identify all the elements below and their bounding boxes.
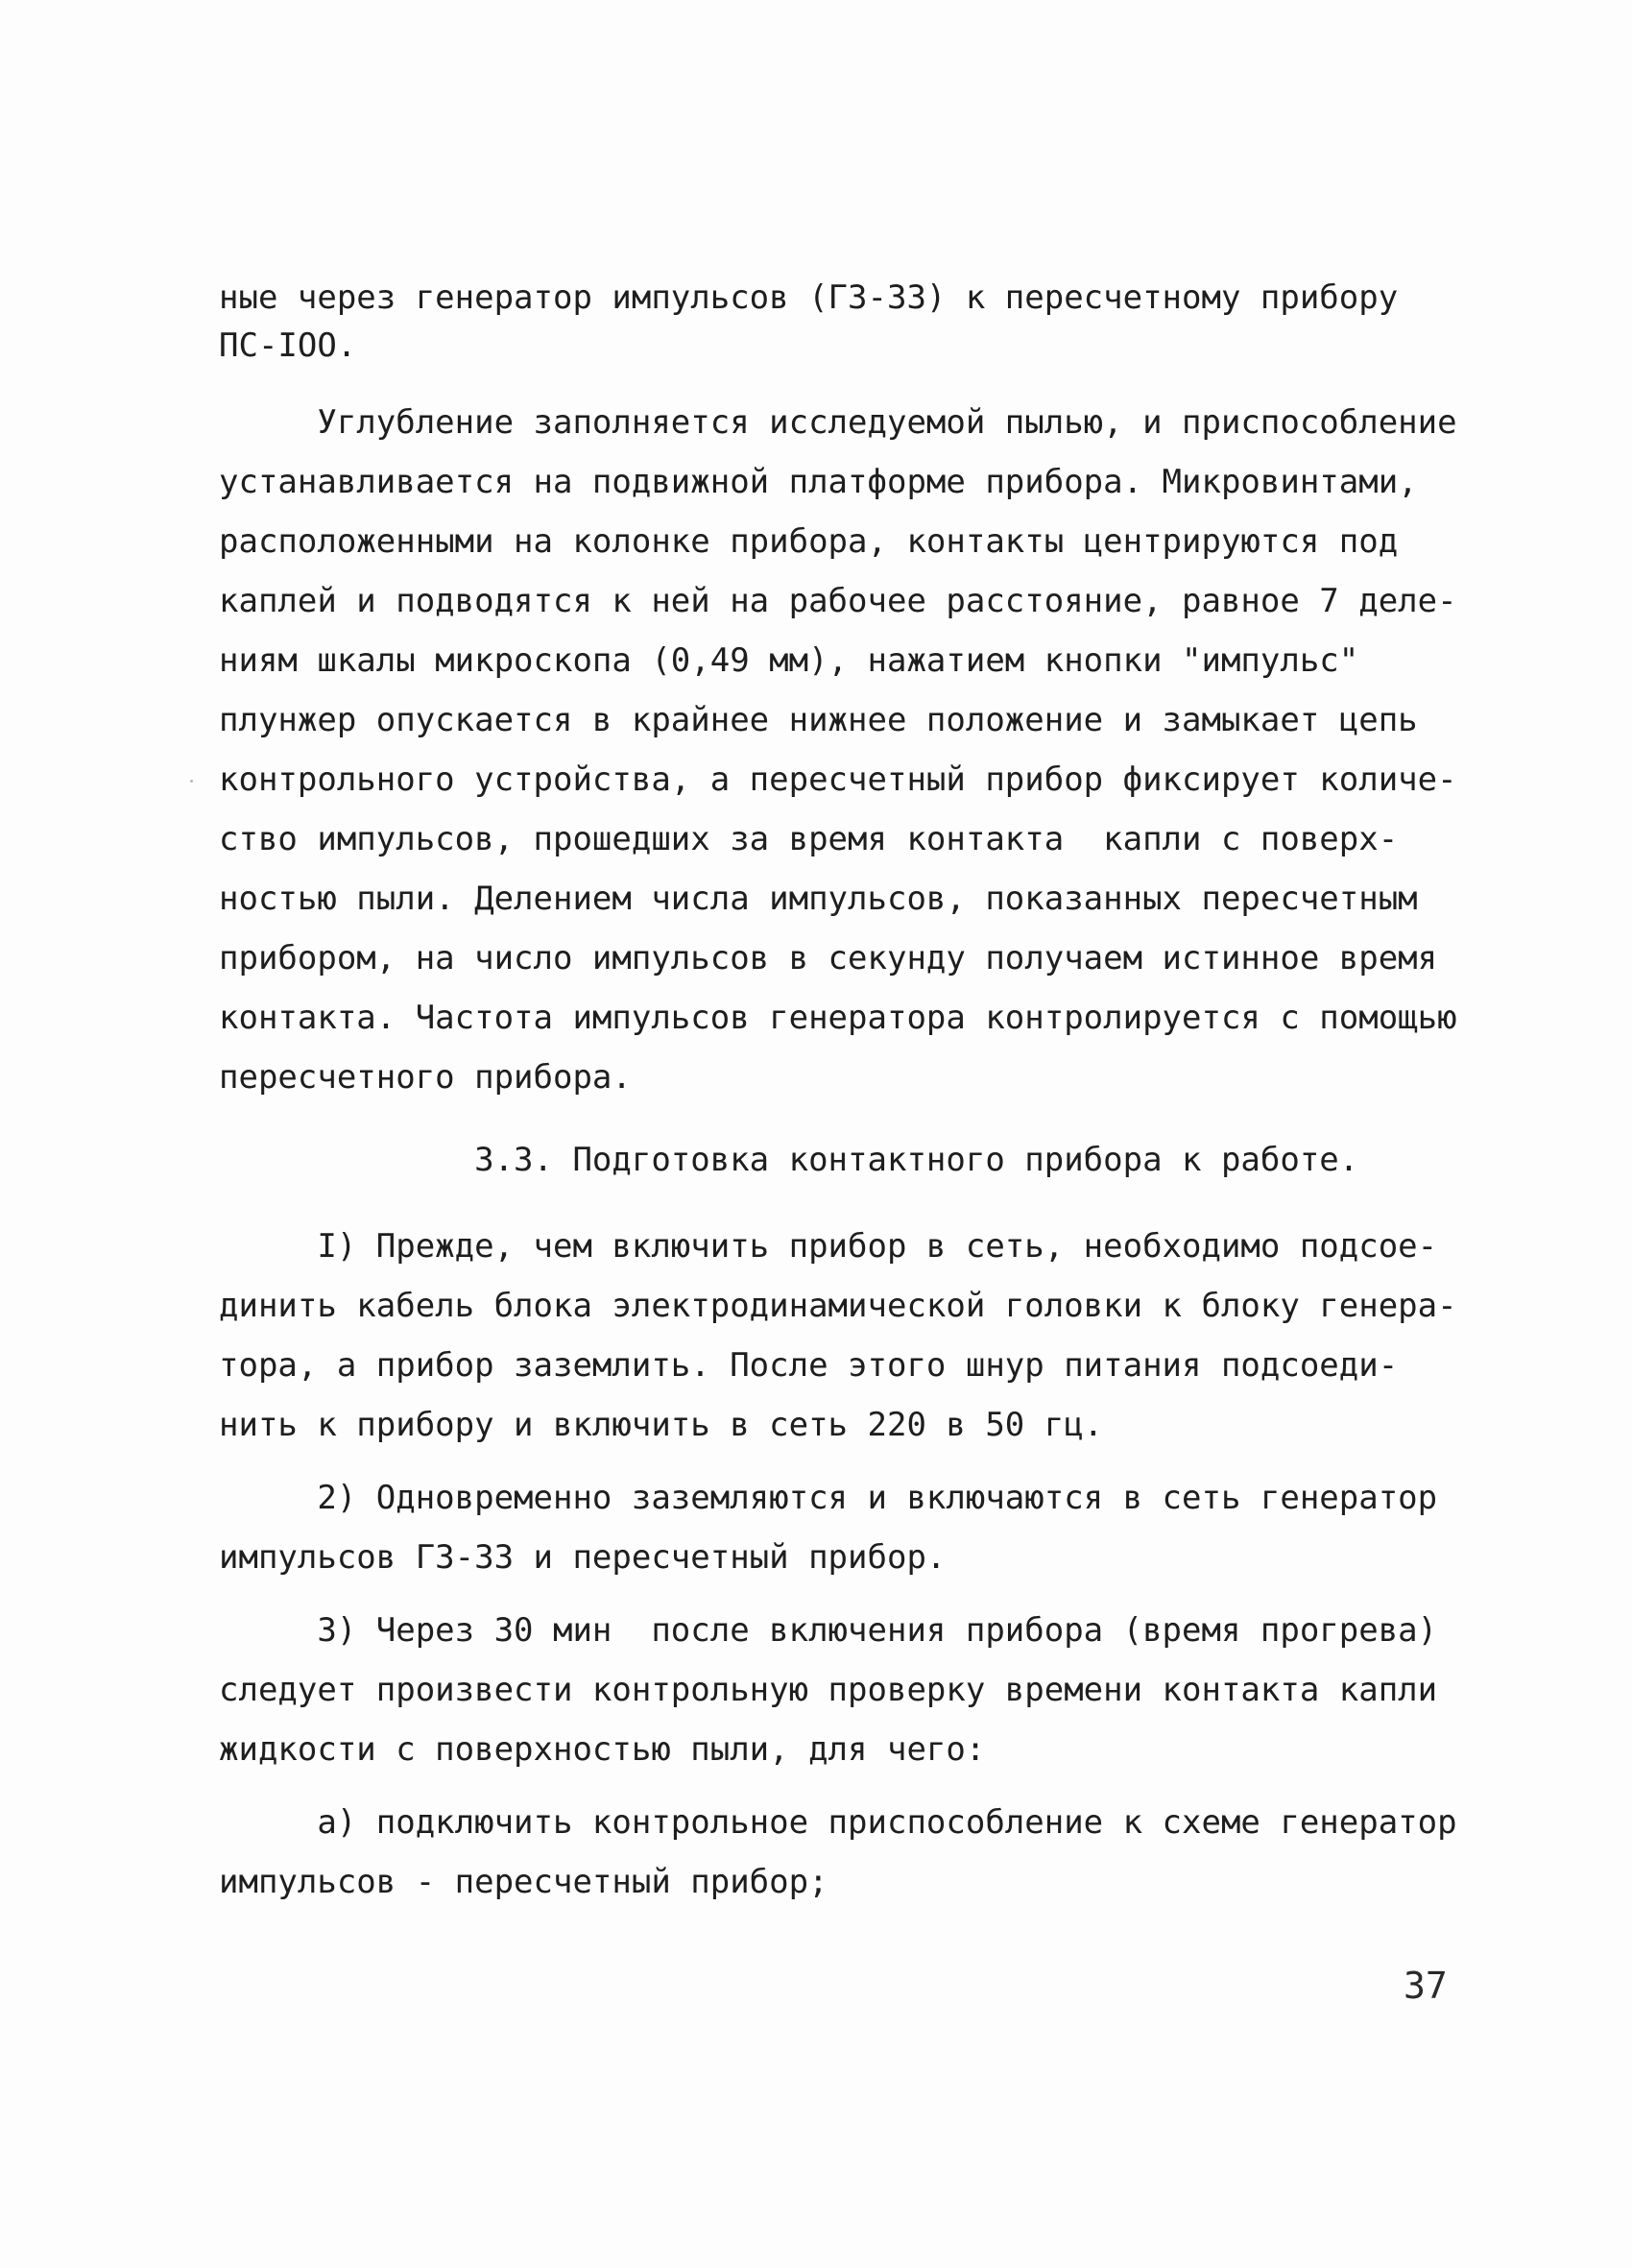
text-line-2: ПС-IOO. bbox=[219, 326, 357, 365]
text-line-9: контрольного устройства, а пересчетный прибор фиксирует количе- bbox=[219, 760, 1457, 799]
text-line-12: прибором, на число импульсов в секунду получаем истинное время bbox=[219, 939, 1438, 977]
text-line-26: импульсов - пересчетный прибор; bbox=[219, 1863, 828, 1901]
text-line-6: каплей и подводятся к ней на рабочее расстояние, равное 7 деле- bbox=[219, 582, 1457, 620]
text-line-1: ные через генератор импульсов (ГЗ-33) к пересчетному прибору bbox=[219, 278, 1399, 317]
text-line-18: тора, а прибор заземлить. После этого шнур питания подсоеди- bbox=[219, 1346, 1399, 1385]
text-line-21: импульсов ГЗ-33 и пересчетный прибор. bbox=[219, 1538, 947, 1577]
section-heading: 3.3. Подготовка контактного прибора к работе. bbox=[219, 1141, 1359, 1179]
text-line-20: 2) Одновременно заземляются и включаются в сеть генератор bbox=[219, 1479, 1438, 1517]
text-line-3: Углубление заполняется исследуемой пылью, и приспособление bbox=[219, 403, 1457, 442]
text-line-13: контакта. Частота импульсов генератора контролируется с помощью bbox=[219, 999, 1457, 1037]
text-line-8: плунжер опускается в крайнее нижнее положение и замыкает цепь bbox=[219, 701, 1418, 739]
text-line-7: ниям шкалы микроскопа (0,49 мм), нажатием кнопки "импульс" bbox=[219, 641, 1359, 680]
text-line-19: нить к прибору и включить в сеть 220 в 50 гц. bbox=[219, 1406, 1104, 1444]
text-line-22: 3) Через 30 мин после включения прибора (время прогрева) bbox=[219, 1611, 1438, 1650]
text-line-17: динить кабель блока электродинамической головки к блоку генера- bbox=[219, 1287, 1457, 1325]
text-line-24: жидкости с поверхностью пыли, для чего: bbox=[219, 1730, 986, 1769]
text-line-5: расположенными на колонке прибора, контакты центрируются под bbox=[219, 522, 1399, 561]
text-line-23: следует произвести контрольную проверку времени контакта капли bbox=[219, 1671, 1438, 1709]
text-line-14: пересчетного прибора. bbox=[219, 1058, 632, 1097]
text-line-10: ство импульсов, прошедших за время контакта капли с поверх- bbox=[219, 820, 1399, 858]
text-line-16: I) Прежде, чем включить прибор в сеть, необходимо подсое- bbox=[219, 1227, 1438, 1266]
page-number: 37 bbox=[1404, 1965, 1448, 2007]
margin-speck bbox=[190, 780, 193, 783]
text-line-4: устанавливается на подвижной платформе прибора. Микровинтами, bbox=[219, 463, 1418, 501]
text-line-25: а) подключить контрольное приспособление к схеме генератор bbox=[219, 1803, 1457, 1842]
text-line-11: ностью пыли. Делением числа импульсов, показанных пересчетным bbox=[219, 880, 1418, 918]
